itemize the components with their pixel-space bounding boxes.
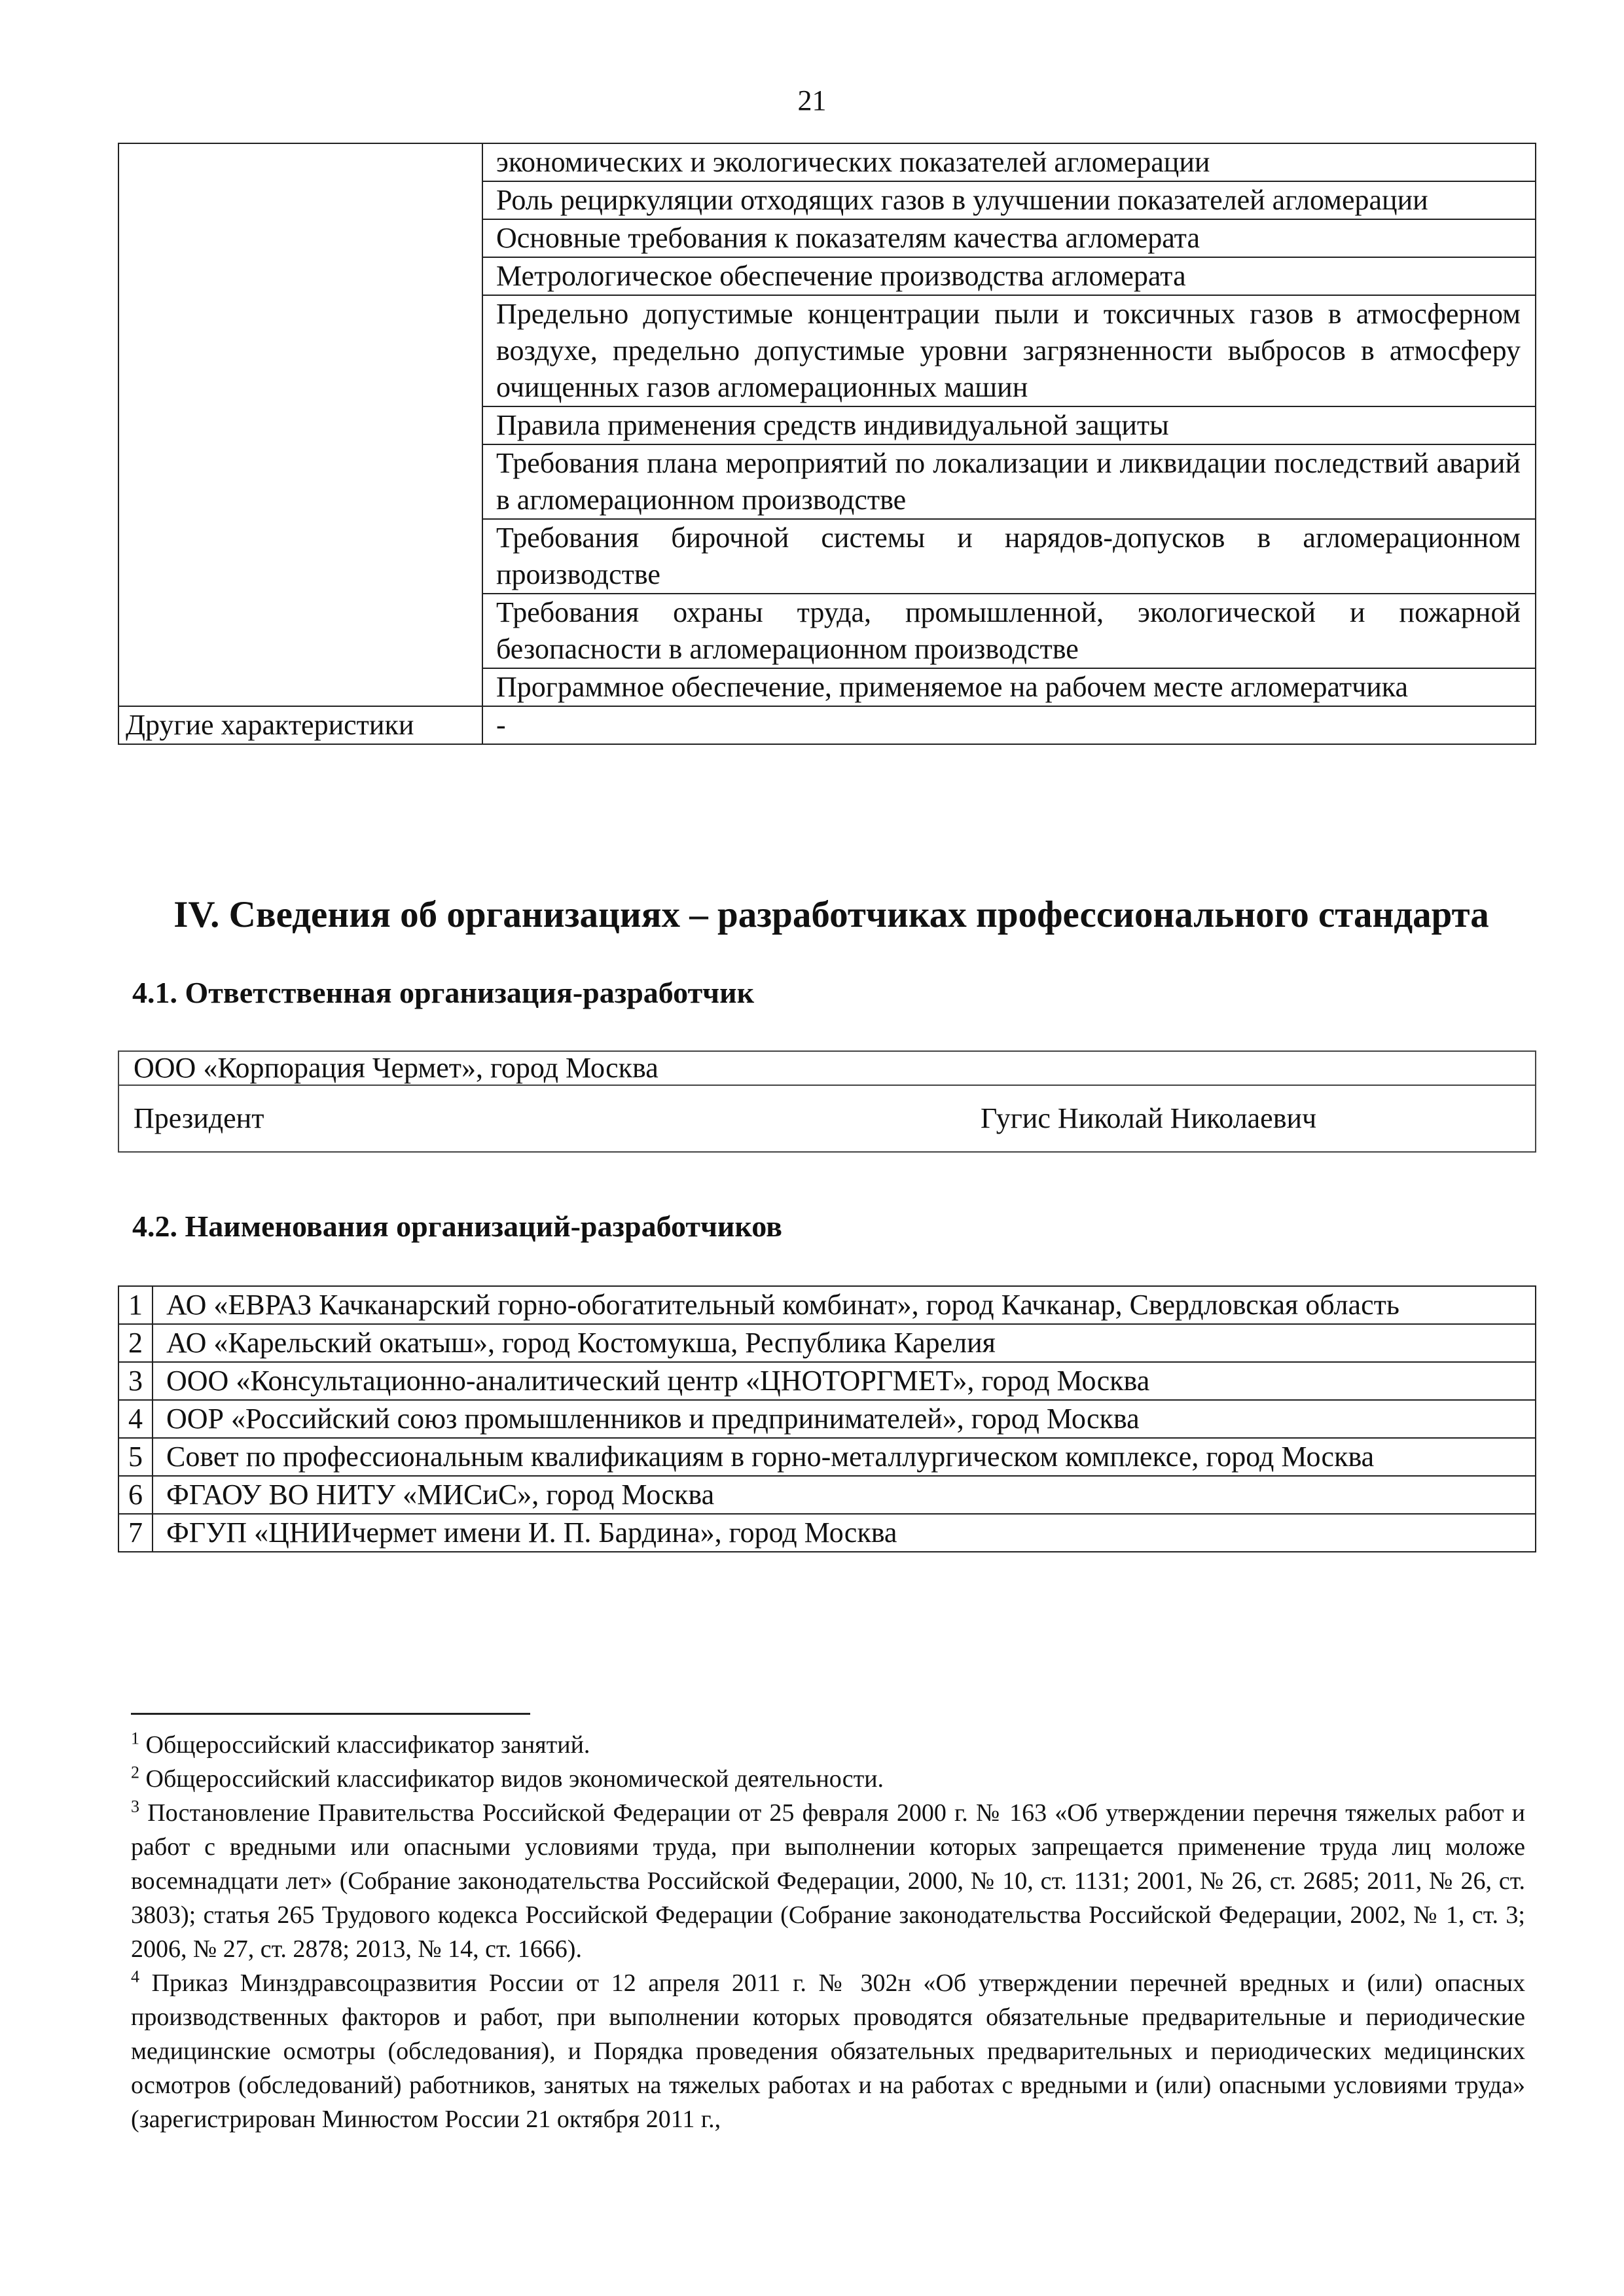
subsection-title-responsible-org: 4.1. Ответственная организация-разработчик	[132, 976, 755, 1009]
table-row	[118, 1514, 1536, 1552]
row-number: 2	[118, 1324, 153, 1362]
table-cell: Правила применения средств индивидуальной защиты	[482, 406, 1536, 444]
table-row	[118, 1051, 1536, 1085]
table-row	[118, 1400, 1536, 1438]
left-empty-cell	[118, 143, 482, 706]
footnote-mark: 3	[131, 1797, 139, 1816]
table-cell: Требования бирочной системы и нарядов-допусков в агломерационном производстве	[482, 519, 1536, 594]
table-cell: Требования плана мероприятий по локализации и ликвидации последствий аварий в агломерационном производстве	[482, 444, 1536, 519]
table-cell: Предельно допустимые концентрации пыли и токсичных газов в атмосферном воздухе, предельно допустимые уровни загрязненности выбросов в атмосферу очищенных газов агломерационных машин	[482, 295, 1536, 406]
table-cell: Программное обеспечение, применяемое на рабочем месте агломератчика	[482, 668, 1536, 706]
table-cell: Роль рециркуляции отходящих газов в улучшении показателей агломерации	[482, 181, 1536, 219]
row-number: 7	[118, 1514, 153, 1552]
row-number: 1	[118, 1286, 153, 1324]
footnote-mark: 1	[131, 1729, 139, 1748]
table-row	[118, 1438, 1536, 1476]
footnote	[131, 1762, 1525, 1796]
table-row	[118, 1085, 1536, 1152]
footnote-text: Общероссийский классификатор занятий.	[145, 1731, 590, 1759]
developer-name: ООР «Российский союз промышленников и предпринимателей», город Москва	[153, 1400, 1536, 1438]
row-number: 4	[118, 1400, 153, 1438]
footnote-mark: 2	[131, 1763, 139, 1782]
table-row	[118, 706, 1536, 744]
footnote	[131, 1966, 1525, 2136]
footnote-separator	[131, 1713, 530, 1715]
other-characteristics-value: -	[482, 706, 1536, 744]
developer-name: АО «Карельский окатыш», город Костомукша, Республика Карелия	[153, 1324, 1536, 1362]
row-number: 5	[118, 1438, 153, 1476]
responsible-org-table	[118, 1050, 1536, 1153]
table-row	[118, 1324, 1536, 1362]
developer-name: ООО «Консультационно-аналитический центр «ЦНОТОРГМЕТ», город Москва	[153, 1362, 1536, 1400]
footnote	[131, 1796, 1525, 1966]
org-name-cell: ООО «Корпорация Чермет», город Москва	[118, 1051, 1536, 1085]
person-cell: Гугис Николай Николаевич	[966, 1085, 1536, 1152]
table-row	[118, 1362, 1536, 1400]
page-number: 21	[797, 84, 827, 117]
other-characteristics-label: Другие характеристики	[118, 706, 482, 744]
table-cell: Метрологическое обеспечение производства агломерата	[482, 257, 1536, 295]
section-title: IV. Сведения об организациях – разработчиках профессионального стандарта	[173, 894, 1489, 935]
footnote-text: Общероссийский классификатор видов экономической деятельности.	[145, 1765, 884, 1793]
developers-table	[118, 1285, 1536, 1552]
subsection-title-developers: 4.2. Наименования организаций-разработчиков	[132, 1210, 782, 1243]
row-number: 3	[118, 1362, 153, 1400]
developer-name: Совет по профессиональным квалификациям в горно-металлургическом комплексе, город Москва	[153, 1438, 1536, 1476]
table-cell: экономических и экологических показателей агломерации	[482, 143, 1536, 181]
developer-name: ФГУП «ЦНИИчермет имени И. П. Бардина», город Москва	[153, 1514, 1536, 1552]
developer-name: ФГАОУ ВО НИТУ «МИСиС», город Москва	[153, 1476, 1536, 1514]
position-cell: Президент	[118, 1085, 966, 1152]
footnote	[131, 1728, 1525, 1762]
footnote-mark: 4	[131, 1967, 139, 1986]
characteristics-table	[118, 143, 1536, 745]
table-cell: Требования охраны труда, промышленной, экологической и пожарной безопасности в агломерационном производстве	[482, 594, 1536, 668]
table-row	[118, 1286, 1536, 1324]
table-row	[118, 1476, 1536, 1514]
footnote-text: Приказ Минздравсоцразвития России от 12 апреля 2011 г. № 302н «Об утверждении перечней вредных и (или) опасных производственных факторов и работ, при выполнении которых проводятся обязательные предварительные и периодические медицинские осмотры (обследования), и Порядка проведения обязательных предварительных и периодических медицинских осмотров (обследований) работников, занятых на тяжелых работах и на работах с вредными и (или) опасными условиями труда» (зарегистрирован Минюстом России 21 октября 2011 г.,	[131, 1969, 1525, 2133]
row-number: 6	[118, 1476, 153, 1514]
developer-name: АО «ЕВРАЗ Качканарский горно-обогатительный комбинат», город Качканар, Свердловская область	[153, 1286, 1536, 1324]
footnotes	[131, 1728, 1525, 2136]
footnote-text: Постановление Правительства Российской Федерации от 25 февраля 2000 г. № 163 «Об утверждении перечня тяжелых работ и работ с вредными или опасными условиями труда, при выполнении которых запрещается применение труда лиц моложе восемнадцати лет» (Собрание законодательства Российской Федерации, 2000, № 10, ст. 1131; 2001, № 26, ст. 2685; 2011, № 26, ст. 3803); статья 265 Трудового кодекса Российской Федерации (Собрание законодательства Российской Федерации, 2002, № 1, ст. 3; 2006, № 27, ст. 2878; 2013, № 14, ст. 1666).	[131, 1799, 1525, 1963]
table-cell: Основные требования к показателям качества агломерата	[482, 219, 1536, 257]
table-row	[118, 143, 1536, 181]
